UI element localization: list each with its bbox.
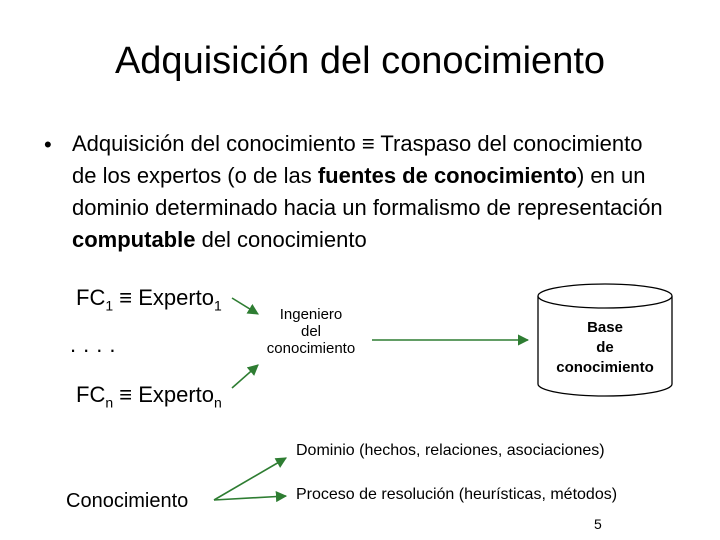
engineer-line-1: Ingeniero [279,306,343,323]
slide-title: Adquisición del conocimiento [114,40,606,82]
bullet-text-part-3: del conocimiento [195,227,367,252]
base-line-1: Base [587,319,623,336]
bullet-text-part-2: ) en un dominio determinado hacia un formalismo de representación [72,163,663,220]
fc1-base: FC [76,285,106,310]
bullet-bold-fuentes: fuentes de conocimiento [317,163,577,188]
fc1-equiv: ≡ [113,285,139,310]
fcn-base: FC [76,382,106,407]
process-branch-label: Proceso de resolución (heurísticas, métodos) [296,486,618,503]
arrow-fc1-to-engineer [232,298,258,314]
fcn-sub: n [105,394,114,411]
fc1-sub: 1 [105,297,114,314]
base-line-3: conocimiento [556,359,654,376]
fcn-equiv: ≡ [113,382,139,407]
base-line-2: de [596,339,614,356]
arrow-fcn-to-engineer [232,365,258,388]
page-number: 5 [594,516,602,532]
arrow-knowledge-to-domain [214,458,286,500]
engineer-line-2: del [300,323,322,340]
bullet-text-part-1: Adquisición del conocimiento ≡ Traspaso del conocimiento de los expertos (o de las [72,131,643,188]
knowledge-base-label [538,318,672,378]
bullet-bold-computable: computable [72,227,196,252]
fcn-expert-sub: n [214,394,222,411]
arrow-knowledge-to-process [214,496,286,500]
knowledge-label: Conocimiento [66,490,189,512]
engineer-line-3: conocimiento [266,340,356,357]
fc1-expert-sub: 1 [214,297,222,314]
bullet-marker: • [44,132,52,157]
domain-branch-label: Dominio (hechos, relaciones, asociaciones) [296,442,605,459]
sources-ellipsis: .... [70,332,123,357]
fcn-expert: Experto [138,382,215,407]
fc1-expert: Experto [138,285,215,310]
